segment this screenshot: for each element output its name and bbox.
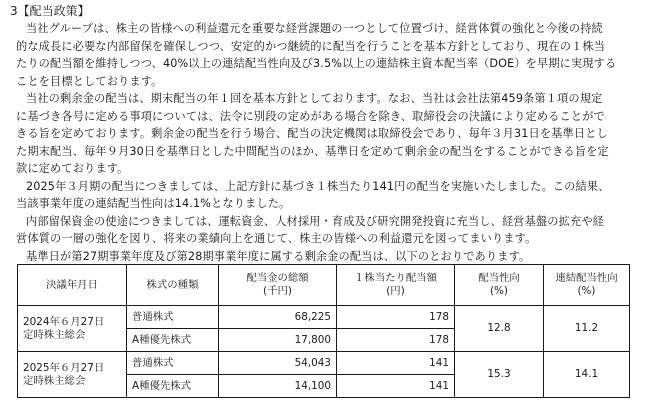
table-header-row xyxy=(18,265,630,306)
body-text-line: 款に定めております。 xyxy=(16,162,129,175)
payout-ratio-cell: 12.8 xyxy=(455,306,544,352)
body-text-line: 当社グループは、株主の皆様への利益還元を重要な経営課題の一つとして位置づけ、経営体質の強化と今後の持続 xyxy=(26,22,603,35)
total-dividend-cell: 68,225 xyxy=(219,306,337,329)
share-type-cell: 普通株式 xyxy=(127,306,219,329)
body-text-line: 基準日が第27期事業年度及び第28期事業年度に属する剰余金の配当は、以下のとおりであります。 xyxy=(26,249,531,263)
header-consolidated-payout-ratio: 連結配当性向 (%) xyxy=(544,265,630,306)
resolution-date-cell: 2024年６月27日 定時株主総会 xyxy=(18,306,127,352)
dividend-per-share-cell: 141 xyxy=(337,352,455,375)
body-text-line: たりの配当額を維持しつつ、40%以上の連結配当性向及び3.5%以上の連結株主資本配当率（DOE）を早期に実現する xyxy=(16,57,617,70)
body-text-line: 営体質の一層の強化を図り、将来の業績向上を通じて、株主の皆様への利益還元を図ってまいります。 xyxy=(16,232,537,245)
body-text-line: た期末配当、毎年９月30日を基準日とした中間配当のほか、基準日を定めて剰余金の配当をすることができる旨を定 xyxy=(16,144,609,158)
table-row xyxy=(18,352,630,375)
share-type-cell: A種優先株式 xyxy=(127,375,219,398)
body-text-line: に基づき各号に定める事項については、法令に別段の定めがある場合を除き、取締役会の決議により定めることがで xyxy=(16,109,605,123)
dividend-per-share-cell: 178 xyxy=(337,329,455,352)
dividend-per-share-cell: 178 xyxy=(337,306,455,329)
total-dividend-cell: 54,043 xyxy=(219,352,337,375)
body-text-line: ことを目標としております。 xyxy=(16,74,163,88)
resolution-date-cell: 2025年６月27日 定時株主総会 xyxy=(18,352,127,398)
total-dividend-cell: 17,800 xyxy=(219,329,337,352)
header-resolution-date: 決議年月日 xyxy=(18,265,127,306)
body-text-line: 的な成長に必要な内部留保を確保しつつ、安定的かつ継続的に配当を行うことを基本方針としており、現在の１株当 xyxy=(16,39,606,53)
payout-ratio-cell: 15.3 xyxy=(455,352,544,398)
dividend-per-share-cell: 141 xyxy=(337,375,455,398)
total-dividend-cell: 14,100 xyxy=(219,375,337,398)
section-heading: 3【配当政策】 xyxy=(10,4,90,18)
consolidated-payout-ratio-cell: 14.1 xyxy=(544,352,630,398)
body-text-line: きる旨を定めております。剰余金の配当を行う場合、配当の決定機関は取締役会であり、毎年３月31日を基準日とし xyxy=(16,127,608,140)
body-text-line: 当該事業年度の連結配当性向は14.1%となりました。 xyxy=(16,197,291,210)
share-type-cell: A種優先株式 xyxy=(127,329,219,352)
consolidated-payout-ratio-cell: 11.2 xyxy=(544,306,630,352)
header-share-type: 株式の種類 xyxy=(127,265,219,306)
header-payout-ratio: 配当性向 (%) xyxy=(455,265,544,306)
header-dividend-per-share: １株当たり配当額 (円) xyxy=(337,265,455,306)
share-type-cell: 普通株式 xyxy=(127,352,219,375)
dividend-table xyxy=(17,264,630,398)
body-text-line: 2025年３月期の配当につきましては、上記方針に基づき１株当たり141円の配当を実施いたしました。この結果、 xyxy=(26,179,610,193)
body-text-line: 当社の剰余金の配当は、期末配当の年１回を基本方針としております。なお、当社は会社法第459条第１項の規定 xyxy=(26,92,603,105)
section-body xyxy=(16,20,640,265)
body-text-line: 内部留保資金の使途につきましては、運転資金、人材採用・育成及び研究開発投資に充当し、経営基盤の拡充や経 xyxy=(26,214,604,228)
table-row xyxy=(18,306,630,329)
header-total-dividend: 配当金の総額 (千円) xyxy=(219,265,337,306)
